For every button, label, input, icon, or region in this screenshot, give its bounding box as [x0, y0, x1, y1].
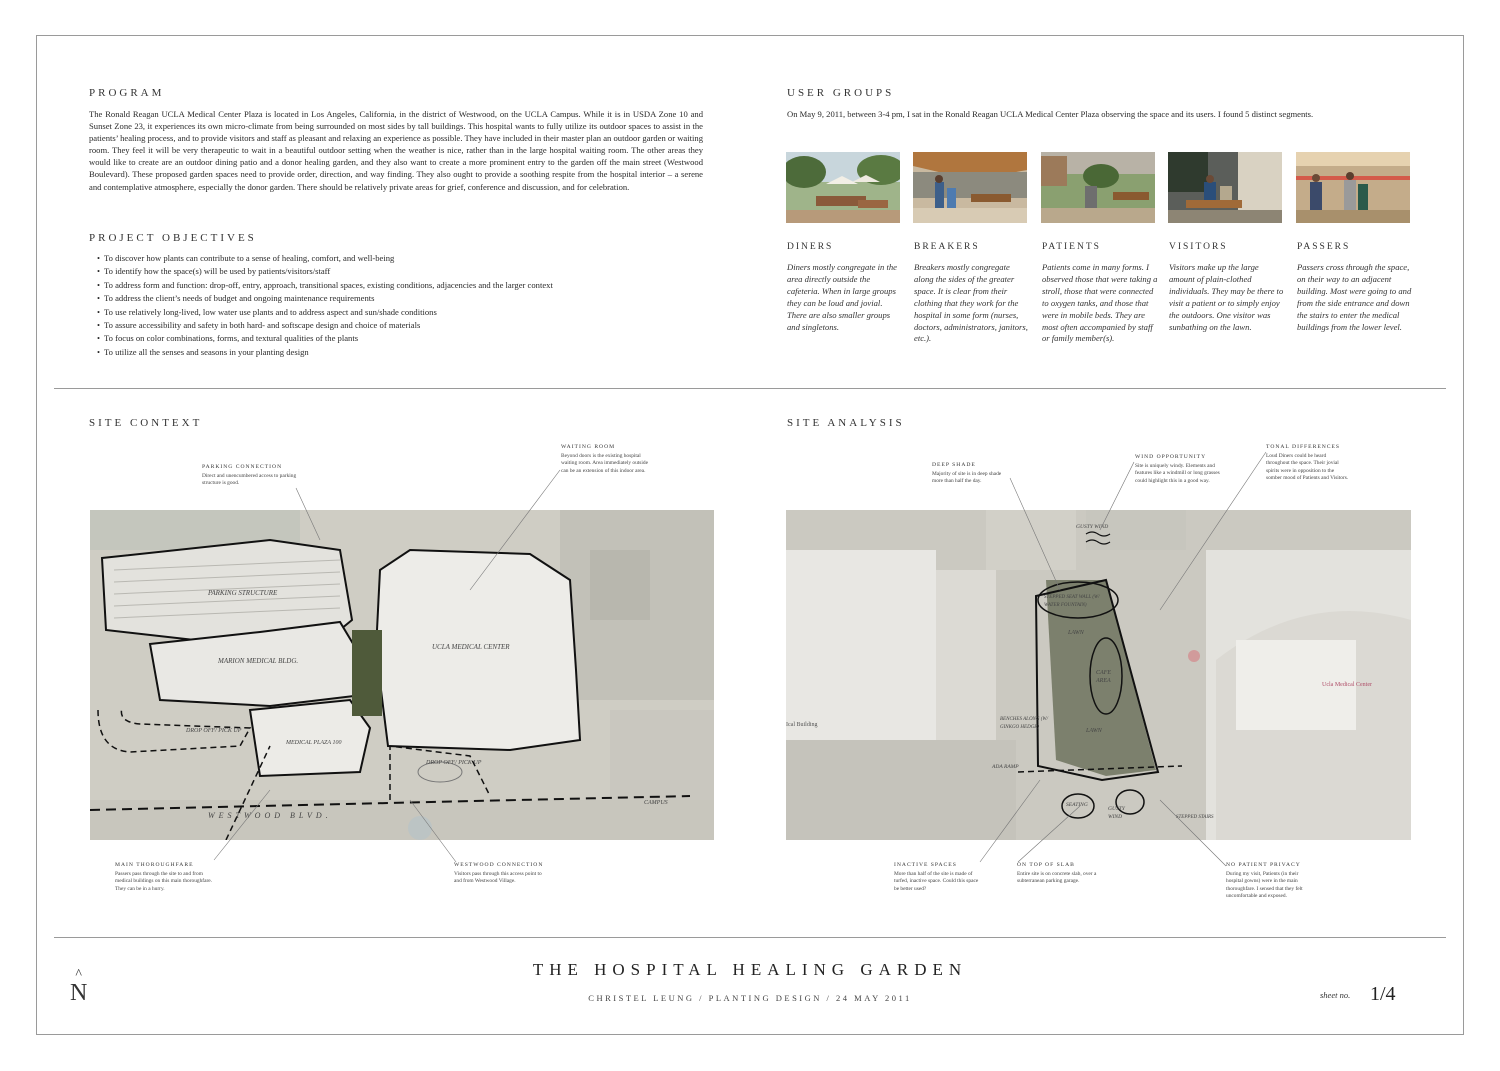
note-title: WESTWOOD CONNECTION [454, 862, 544, 868]
photo-patients [1041, 152, 1155, 223]
note-text: Direct and unencumbered access to parking structure is good. [202, 472, 297, 487]
map-label: MARION MEDICAL BLDG. [218, 657, 299, 665]
note-text: Site is uniquely windy. Elements and features like a windmill or long grasses could highlight this in a good way. [1135, 462, 1220, 484]
note-waiting-room [561, 444, 653, 475]
note-westwood-connection [454, 862, 549, 886]
group-text-patients: Patients come in many forms. I observed those that were taking a stroll, those that were connected to oxygen tanks, and those that were in mobile beds. They are most often accompanied by staff or family member(s). [1042, 262, 1158, 344]
mid-divider [54, 388, 1446, 389]
note-title: DEEP SHADE [932, 462, 976, 468]
map-label: CAFE AREA [1096, 670, 1111, 684]
objective-item: • To use relatively long-lived, low water use plants and to address aspect and sun/shade conditions [97, 306, 717, 319]
note-text: Loud Diners could be heard throughout the space. Their jovial spirits were in opposition to the somber mood of Patients and Visitors. [1266, 452, 1349, 482]
objective-item: • To assure accessibility and safety in both hard- and softscape design and choice of materials [97, 319, 717, 332]
objective-item: • To discover how plants can contribute to a sense of healing, comfort, and well-being [97, 252, 717, 265]
page-subtitle: CHRISTEL LEUNG / PLANTING DESIGN / 24 MAY 2011 [588, 993, 912, 1003]
group-text-diners: Diners mostly congregate in the area directly outside the cafeteria. When in large groups they can be loud and jovial. There are also smaller groups and singletons. [787, 262, 897, 332]
note-title: PARKING CONNECTION [202, 464, 283, 470]
objective-item: • To focus on color combinations, forms, and textural qualities of the plants [97, 332, 717, 345]
note-text: Visitors pass through this access point to and from Westwood Village. [454, 870, 542, 885]
map-label: BENCHES ALONG (W/ GINKGO HEDGE) [1000, 717, 1048, 730]
map-label: LAWN [1068, 630, 1084, 636]
map-label: STEPPED SEAT WALL (W/ WATER FOUNTAIN) [1044, 595, 1100, 608]
map-label: ADA RAMP [992, 764, 1019, 770]
group-title-patients: PATIENTS [1042, 242, 1101, 252]
map-label: UCLA MEDICAL CENTER [432, 643, 510, 651]
map-label: GUSTY WIND [1076, 524, 1109, 530]
note-title: WIND OPPORTUNITY [1135, 454, 1207, 460]
north-label: N [70, 980, 88, 1006]
group-title-passers: PASSERS [1297, 242, 1351, 252]
map-label: Ucla Medical Center [1322, 682, 1372, 688]
photo-visitors [1168, 152, 1282, 223]
group-text-breakers: Breakers mostly congregate along the sides of the greater space. It is clear from their clothing that they work for the hospital in some form (nurses, doctors, administrators, janitors, etc.). [914, 262, 1028, 344]
note-text: During my visit, Patients (in their hospital gowns) were in the main thoroughfare. I sensed that they felt uncomfortable and exposed. [1226, 870, 1303, 900]
map-label: PARKING STRUCTURE [208, 589, 278, 597]
program-title: PROGRAM [89, 87, 165, 99]
note-main-thoroughfare [115, 862, 215, 893]
map-label: LAWN [1086, 728, 1102, 734]
note-text: Entire site is on concrete slab, over a subterranean parking garage. [1017, 870, 1097, 885]
note-wind-opportunity [1135, 454, 1231, 485]
user-groups-intro: On May 9, 2011, between 3-4 pm, I sat in the Ronald Reagan UCLA Medical Center Plaza observing the space and its users. I found 5 distinct segments. [787, 109, 1314, 119]
note-parking-connection [202, 464, 297, 488]
sheet-number-label: sheet no. [1320, 990, 1351, 1000]
map-label: CAMPUS [644, 800, 668, 806]
north-arrow-icon: ^ N [70, 967, 88, 1006]
objectives-list [89, 252, 717, 359]
note-title: INACTIVE SPACES [894, 862, 957, 868]
note-text: Majority of site is in deep shade more than half the day. [932, 470, 1002, 485]
site-context-map [90, 510, 714, 840]
sheet-number-value: 1/4 [1370, 983, 1396, 1005]
note-deep-shade [932, 462, 1010, 486]
group-text-visitors: Visitors make up the large amount of plain-clothed individuals. They may be there to visit a patient or to simply enjoy the outdoors. One visitor was sunbathing on the lawn. [1169, 262, 1284, 332]
note-text: Passers pass through the site to and from medical buildings on this main thoroughfare. They can be in a hurry. [115, 870, 213, 892]
note-text: More than half of the site is made of turfed, inactive space. Could this space be better used? [894, 870, 979, 892]
note-text: Beyond doors is the existing hospital waiting room. Area immediately outside can be an extension of this indoor area. [561, 452, 648, 474]
group-title-visitors: VISITORS [1169, 242, 1228, 252]
objective-item: • To utilize all the senses and seasons in your planting design [97, 346, 717, 359]
note-on-top-of-slab [1017, 862, 1103, 886]
photo-diners [786, 152, 900, 223]
group-title-diners: DINERS [787, 242, 834, 252]
note-no-patient-privacy [1226, 862, 1316, 901]
page-title: THE HOSPITAL HEALING GARDEN [532, 960, 968, 979]
map-label: MEDICAL PLAZA 100 [286, 740, 342, 746]
map-label: DROP OFF/ PICK UP [426, 760, 482, 766]
note-title: TONAL DIFFERENCES [1266, 444, 1341, 450]
objectives-title: PROJECT OBJECTIVES [89, 232, 257, 244]
user-groups-title: USER GROUPS [787, 87, 895, 99]
group-text-passers: Passers cross through the space, on their way to an adjacent building. Most were going to and from the side entrance and down the stairs to enter the medical buildings from the lower level. [1297, 262, 1412, 332]
site-context-title: SITE CONTEXT [89, 417, 203, 429]
objective-item: • To identify how the space(s) will be used by patients/visitors/staff [97, 265, 717, 278]
objective-item: • To address form and function: drop-off, entry, approach, transitional spaces, existing conditions, adjacencies and the larger context [97, 279, 717, 292]
note-title: WAITING ROOM [561, 444, 616, 450]
program-text: The Ronald Reagan UCLA Medical Center Plaza is located in Los Angeles, California, in the district of Westwood, on the UCLA Campus. While it is in USDA Zone 10 and Sunset Zone 23, it experiences its own micro-climate from being surrounded on most sides by tall buildings. This hospital wants to fully utilize its outdoor spaces to assist in the patients’ healing process, and to provide visitors and staff as pleasant and relaxing an experience as possible. They have included in their master plan an outdoor garden or waiting room. They feel it will be very therapeutic to wait in a beautiful outdoor setting when the weather is nice, rather than in the large hospital waiting room. The other areas they would like to create are an outdoor dining patio and a donor healing garden, and they also want to create a more prominent entry to the garden off the main street (Westwood Boulevard). These proposed garden spaces need to provide order, direction, and way finding. They also ought to provide a soothing respite from the hospital interior – a serene and contemplative atmosphere, especially the donor garden. There should be relatively private areas for grief, conference and discussion, and for celebration. [89, 109, 703, 192]
note-title: MAIN THOROUGHFARE [115, 862, 194, 868]
map-label: WESTWOOD BLVD. [208, 811, 332, 820]
note-tonal-differences [1266, 444, 1350, 483]
objective-item: • To address the client’s needs of budget and ongoing maintenance requirements [97, 292, 717, 305]
map-label: SEATING [1066, 802, 1088, 808]
site-analysis-title: SITE ANALYSIS [787, 417, 905, 429]
note-inactive-spaces [894, 862, 982, 893]
group-title-breakers: BREAKERS [914, 242, 980, 252]
map-label: STEPPED STAIRS [1176, 815, 1214, 820]
map-label: Ical Building [786, 722, 818, 728]
footer-divider [54, 937, 1446, 938]
photo-breakers [913, 152, 1027, 223]
photo-passers [1296, 152, 1410, 223]
map-label: GUSTY WIND [1108, 806, 1125, 820]
note-title: ON TOP OF SLAB [1017, 862, 1075, 868]
site-analysis-map [786, 510, 1411, 840]
note-title: NO PATIENT PRIVACY [1226, 862, 1301, 868]
map-label: DROP OFF/ PICK UP [186, 728, 242, 734]
